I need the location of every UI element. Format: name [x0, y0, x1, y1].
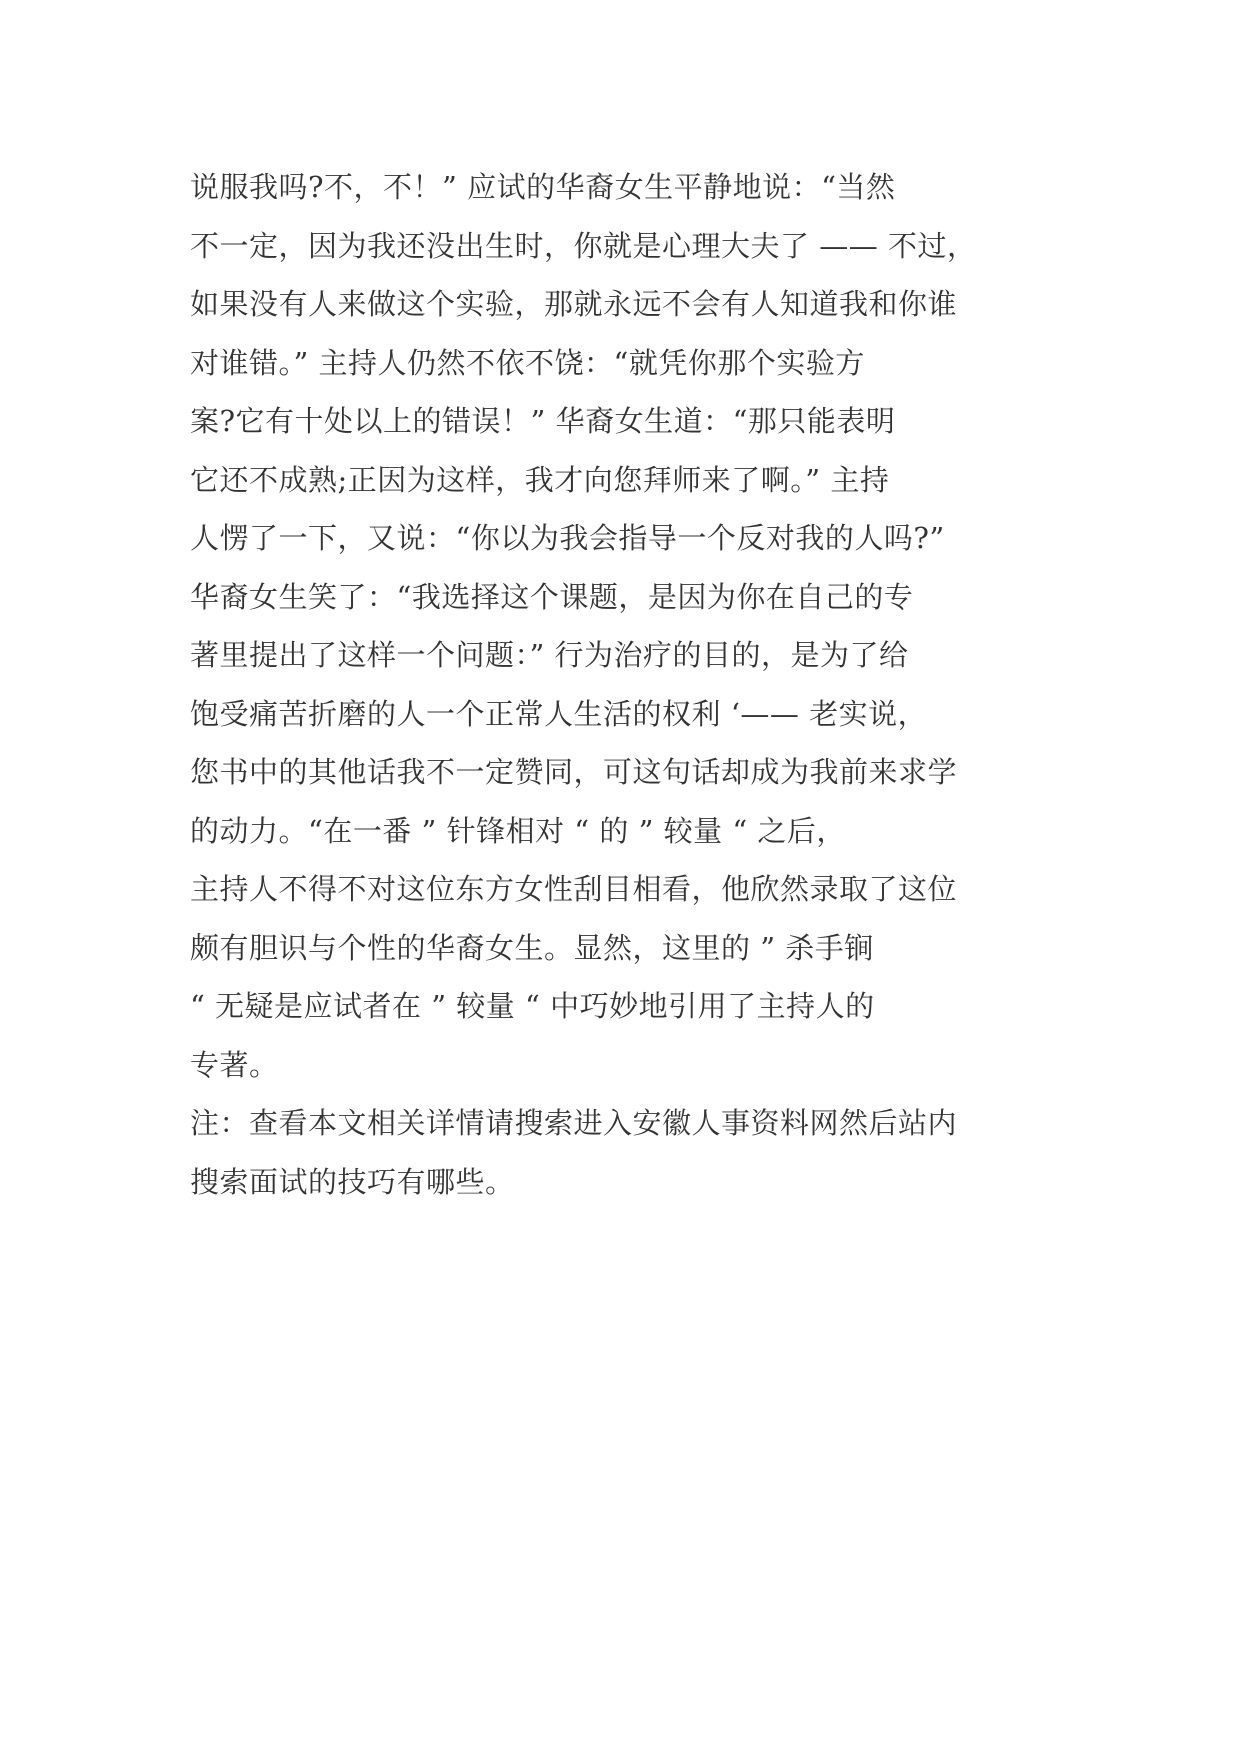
body-line: 它还不成熟;正因为这样，我才向您拜师来了啊。” 主持	[190, 462, 890, 497]
body-line: 不一定，因为我还没出生时，你就是心理大夫了 —— 不过，	[190, 228, 977, 263]
body-line: 人愣了一下，又说：“你以为我会指导一个反对我的人吗?”	[190, 521, 945, 555]
note-line: 注：查看本文相关详情请搜索进入安徽人事资料网然后站内	[190, 1106, 958, 1140]
body-line: 著里提出了这样一个问题：” 行为治疗的目的，是为了给	[190, 638, 909, 672]
body-text	[190, 158, 1070, 1211]
note-line: 搜索面试的技巧有哪些。	[190, 1164, 515, 1199]
body-line: 的动力。“在一番 ” 针锋相对 “ 的 ” 较量 “ 之后，	[190, 813, 846, 848]
body-line: “ 无疑是应试者在 ” 较量 “ 中巧妙地引用了主持人的	[190, 989, 875, 1023]
body-line: 主持人不得不对这位东方女性刮目相看，他欣然录取了这位	[190, 872, 958, 906]
body-line: 颇有胆识与个性的华裔女生。显然，这里的 ” 杀手锏	[190, 930, 874, 965]
body-line: 案?它有十处以上的错误！” 华裔女生道：“那只能表明	[190, 404, 896, 438]
body-line: 专著。	[190, 1047, 279, 1082]
body-line: 对谁错。” 主持人仍然不依不饶：“就凭你那个实验方	[190, 345, 865, 380]
body-line: 饱受痛苦折磨的人一个正常人生活的权利 ‘—— 老实说，	[190, 696, 928, 731]
body-line: 说服我吗?不，不！” 应试的华裔女生平静地说：“当然	[190, 170, 896, 204]
body-line: 您书中的其他话我不一定赞同，可这句话却成为我前来求学	[190, 755, 958, 789]
body-line: 华裔女生笑了：“我选择这个课题，是因为你在自己的专	[190, 579, 914, 614]
body-line: 如果没有人来做这个实验，那就永远不会有人知道我和你谁	[190, 287, 958, 321]
